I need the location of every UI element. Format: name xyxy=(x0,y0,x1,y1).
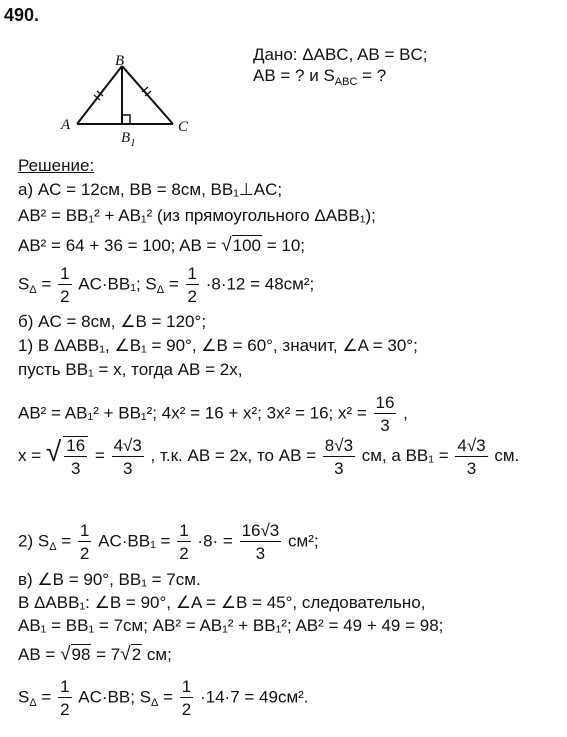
part-b-line-4: AB² = AB₁² + BB₁²; 4x² = 16 + x²; 3x² = 16; x² = $\frac{16}{3}$ , xyxy=(18,393,408,435)
fraction: $\frac{4√3}{3}$ xyxy=(113,435,142,478)
part-b-line-6: 2) $S_\Delta$ = $\frac{1}{2}$ AC·BB₁ = $\frac{1}{2}$ ·8· = $\frac{16√3}{3}$ см²; xyxy=(18,521,319,563)
right-angle-mark xyxy=(122,115,130,124)
part-a-line-2: AB² = BB₁² + AB₁² (из прямоугольного ΔABB₁); xyxy=(18,206,376,225)
part-c-line-5: $S_\Delta$ = $\frac{1}{2}$ AC·BB; $S_\Delta$ = $\frac{1}{2}$ ·14·7 = 49см². xyxy=(18,677,309,719)
label-a: A xyxy=(61,117,71,133)
fraction: $\frac{8√3}{3}$ xyxy=(324,435,354,478)
problem-number: 490. xyxy=(4,5,40,25)
part-b-line-2: 1) В ΔABB₁, ∠B₁ = 90°, ∠B = 60°, значит, ∠A = 30°; xyxy=(18,336,418,355)
side-ab xyxy=(77,66,122,124)
part-a-line-3: AB² = 64 + 36 = 100; AB = √100 = 10; xyxy=(18,235,306,256)
part-b-line-1: б) AC = 8см, ∠B = 120°; xyxy=(18,312,207,331)
fraction: $\frac{1}{2}$ xyxy=(60,677,70,719)
part-b-line-5: x = √ $\frac{16}{3}$ = $\frac{4√3}{3}$ , т.к. AB = 2x, то AB = $\frac{8√3}{3}$ см, а BB₁ = $\frac{4√3}{3}$ см. xyxy=(18,435,520,478)
part-c-line-1: в) ∠B = 90°, BB₁ = 7см. xyxy=(18,570,201,589)
part-c-line-4: AB = √98 = 7√2 см; xyxy=(18,644,172,665)
part-c-line-2: В ΔABB₁: ∠B = 90°, ∠A = ∠B = 45°, следовательно, xyxy=(18,593,426,612)
part-b-line-3: пусть BB₁ = x, тогда AB = 2x, xyxy=(18,360,243,379)
given-line-1: Дано: ΔABC, AB = BC; xyxy=(253,45,428,64)
label-b1: $B_1$ xyxy=(121,130,136,149)
fraction: $\frac{1}{2}$ xyxy=(79,521,90,563)
given-line-2: AB = ? и $S_{ABC}$ = ? xyxy=(253,66,387,88)
fraction: $\frac{16}{3}$ xyxy=(375,393,395,435)
solution-heading: Решение: xyxy=(18,156,95,175)
fraction: $\frac{1}{2}$ xyxy=(179,521,189,563)
fraction: $\frac{16√3}{3}$ xyxy=(241,521,280,563)
fraction: $\frac{4√3}{3}$ xyxy=(457,435,486,478)
fraction: $\frac{1}{2}$ xyxy=(181,677,192,719)
label-c: C xyxy=(178,119,189,135)
part-a-line-1: а) AC = 12см, BB = 8см, BB₁⊥AC; xyxy=(18,180,283,199)
label-b: B xyxy=(115,53,125,69)
fraction: $\frac{1}{2}$ xyxy=(187,264,197,306)
part-a-line-4: $S_\Delta$ = $\frac{1}{2}$ AC·BB₁; $S_\Delta$ = $\frac{1}{2}$ ·8·12 = 48см²; xyxy=(18,264,315,306)
radical-fraction: $\frac{16}{3}$ xyxy=(63,436,88,477)
fraction: $\frac{1}{2}$ xyxy=(60,264,70,306)
part-c-line-3: AB₁ = BB₁ = 7см; AB² = AB₁² + BB₁²; AB² = 49 + 49 = 98; xyxy=(18,616,444,635)
